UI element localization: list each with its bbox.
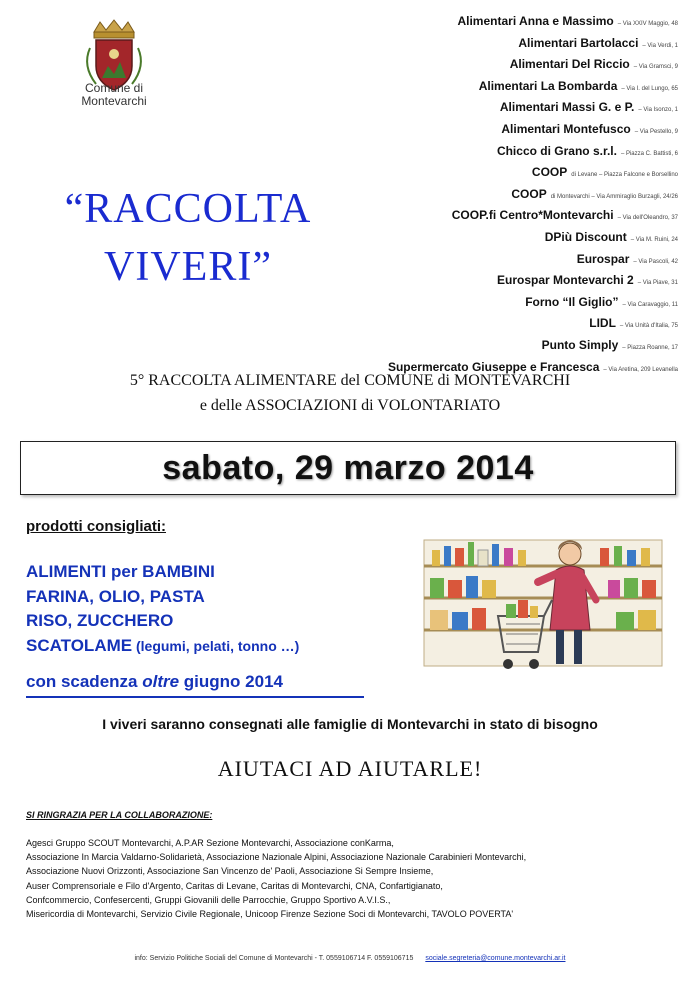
store-address: – Via Verdi, 1 — [642, 42, 678, 49]
product-item — [26, 560, 299, 585]
store-item — [258, 228, 678, 250]
store-address: – Via I. del Lungo, 65 — [621, 85, 678, 92]
store-name: LIDL — [589, 316, 616, 331]
subtitle-line-2: e delle ASSOCIAZIONI di VOLONTARIATO — [199, 397, 501, 414]
distribution-notice: I viveri saranno consegnati alle famiglie di Montevarchi in stato di bisogno — [102, 716, 598, 732]
store-name: Alimentari La Bombarda — [478, 78, 618, 93]
event-date-box — [20, 441, 676, 495]
contact-email-link[interactable]: sociale.segreteria@comune.montevarchi.ar.it — [425, 955, 566, 962]
recommended-products-list — [26, 560, 299, 658]
store-item — [258, 293, 678, 315]
product-item — [26, 634, 299, 659]
store-address: – Via XXIV Maggio, 48 — [617, 21, 678, 27]
store-item — [258, 98, 678, 120]
store-address: di Montevarchi – Via Ammiraglio Burzagli, 24/26 — [550, 193, 678, 200]
store-address: – Via Pestello, 9 — [634, 128, 678, 135]
expiry-text-start: con scadenza — [26, 672, 143, 691]
coat-of-arms-icon — [60, 18, 170, 128]
store-address: – Via dell'Oleandro, 37 — [617, 215, 678, 222]
store-item — [258, 12, 678, 34]
subtitle-line-1: 5° RACCOLTA ALIMENTARE del COMUNE di MONTEVARCHI — [129, 372, 571, 389]
store-address: – Via Piave, 31 — [637, 280, 678, 287]
store-name: Chicco di Grano s.r.l. — [496, 143, 617, 158]
partners-line: Misericordia di Montevarchi, Servizio Civile Regionale, Unicoop Firenze Sezione Soci di Montevarchi, TAVOLO POVERTA' — [26, 909, 514, 920]
store-name: Alimentari Massi G. e P. — [499, 100, 635, 115]
store-item — [258, 77, 678, 99]
store-item — [258, 206, 678, 228]
store-name: DPiù Discount — [544, 229, 627, 244]
participating-stores-list — [258, 12, 678, 379]
event-date: sabato, 29 marzo 2014 — [162, 448, 534, 487]
store-item — [258, 34, 678, 56]
product-name: FARINA, OLIO, PASTA — [26, 586, 205, 606]
product-name: ALIMENTI per BAMBINI — [26, 562, 215, 581]
store-name: COOP — [531, 165, 568, 180]
store-name: Eurospar — [576, 251, 630, 266]
store-name: Eurospar Montevarchi 2 — [497, 273, 634, 288]
store-item — [258, 314, 678, 336]
slogan: AIUTACI AD AIUTARLE! — [217, 756, 483, 781]
partners-line: Confcommercio, Confesercenti, Gruppi Giovanili delle Parrocchie, Gruppo Sportivo A.V.I.S., — [26, 894, 391, 905]
expiry-underline — [26, 696, 364, 698]
products-heading: prodotti consigliati: — [26, 518, 166, 535]
footer-info: info: Servizio Politiche Sociali del Comune di Montevarchi - T. 0559106714 F. 0559106715 — [134, 955, 414, 962]
store-item — [258, 250, 678, 272]
store-name: Alimentari Bartolacci — [518, 35, 639, 50]
store-address: – Via Gramsci, 9 — [633, 64, 678, 71]
supermarket-shopper-illustration — [420, 520, 678, 682]
store-address: – Via Pascoli, 42 — [633, 258, 678, 265]
store-address: – Via Isonzo, 1 — [638, 107, 678, 114]
store-name: Alimentari Anna e Massimo — [457, 14, 614, 28]
store-address: – Piazza C. Battisti, 6 — [620, 150, 678, 157]
store-name: COOP.fi Centro*Montevarchi — [451, 208, 614, 223]
store-name: Alimentari Montefusco — [501, 121, 631, 136]
store-address: – Via Aretina, 209 Levanella — [603, 366, 678, 373]
store-item — [258, 271, 678, 293]
partners-line: Associazione Nuovi Orizzonti, Associazione San Vincenzo de' Paoli, Associazione Si Sempre Insieme, — [26, 866, 434, 877]
title-line-1: “RACCOLTA — [64, 186, 312, 232]
product-name: RISO, ZUCCHERO — [26, 611, 174, 630]
event-subtitle — [0, 368, 700, 418]
expiry-text-emphasis: oltre — [142, 672, 180, 691]
product-item — [26, 609, 299, 634]
partners-list — [26, 836, 676, 921]
store-name: Punto Simply — [541, 337, 619, 352]
expiry-requirement — [26, 672, 283, 692]
municipality-name — [60, 82, 168, 108]
store-name: Supermercato Giuseppe e Francesca — [387, 359, 600, 374]
store-name: COOP — [511, 186, 547, 201]
product-name: SCATOLAME — [26, 635, 133, 655]
partners-line: Agesci Gruppo SCOUT Montevarchi, A.P.AR Sezione Montevarchi, Associazione conKarma, — [26, 838, 394, 848]
footer-contact — [0, 955, 700, 962]
partners-line: Auser Comprensoriale e Filo d'Argento, Caritas di Levane, Caritas di Montevarchi, CNA, Confartigianato, — [26, 880, 443, 891]
store-item — [258, 163, 678, 185]
product-item — [26, 585, 299, 610]
store-address: – Via Caravaggio, 11 — [622, 301, 678, 308]
store-item — [258, 55, 678, 77]
partners-line: Associazione In Marcia Valdarno-Solidarietà, Associazione Nazionale Alpini, Associazione Nazionale Carabinieri Montevarchi, — [26, 852, 527, 863]
store-address: – Via M. Ruini, 24 — [630, 236, 678, 243]
thanks-heading: SI RINGRAZIA PER LA COLLABORAZIONE: — [26, 810, 213, 820]
store-name: Alimentari Del Riccio — [509, 57, 630, 72]
store-name: Forno “Il Giglio” — [525, 294, 619, 309]
store-item — [258, 120, 678, 142]
store-item — [258, 185, 678, 207]
store-address: – Via Unità d'Italia, 75 — [619, 323, 678, 330]
store-address: – Piazza Roanne, 17 — [622, 344, 678, 351]
store-address: di Levane – Piazza Falcone e Borsellino — [571, 172, 678, 179]
store-item — [258, 142, 678, 164]
crest-line-2: Montevarchi — [81, 94, 147, 108]
expiry-text-end: giugno 2014 — [179, 672, 283, 691]
store-item — [258, 336, 678, 358]
crest-line-1: Comune di — [84, 81, 144, 95]
title-line-2: VIVERI” — [104, 244, 272, 290]
product-note: (legumi, pelati, tonno …) — [132, 637, 300, 654]
